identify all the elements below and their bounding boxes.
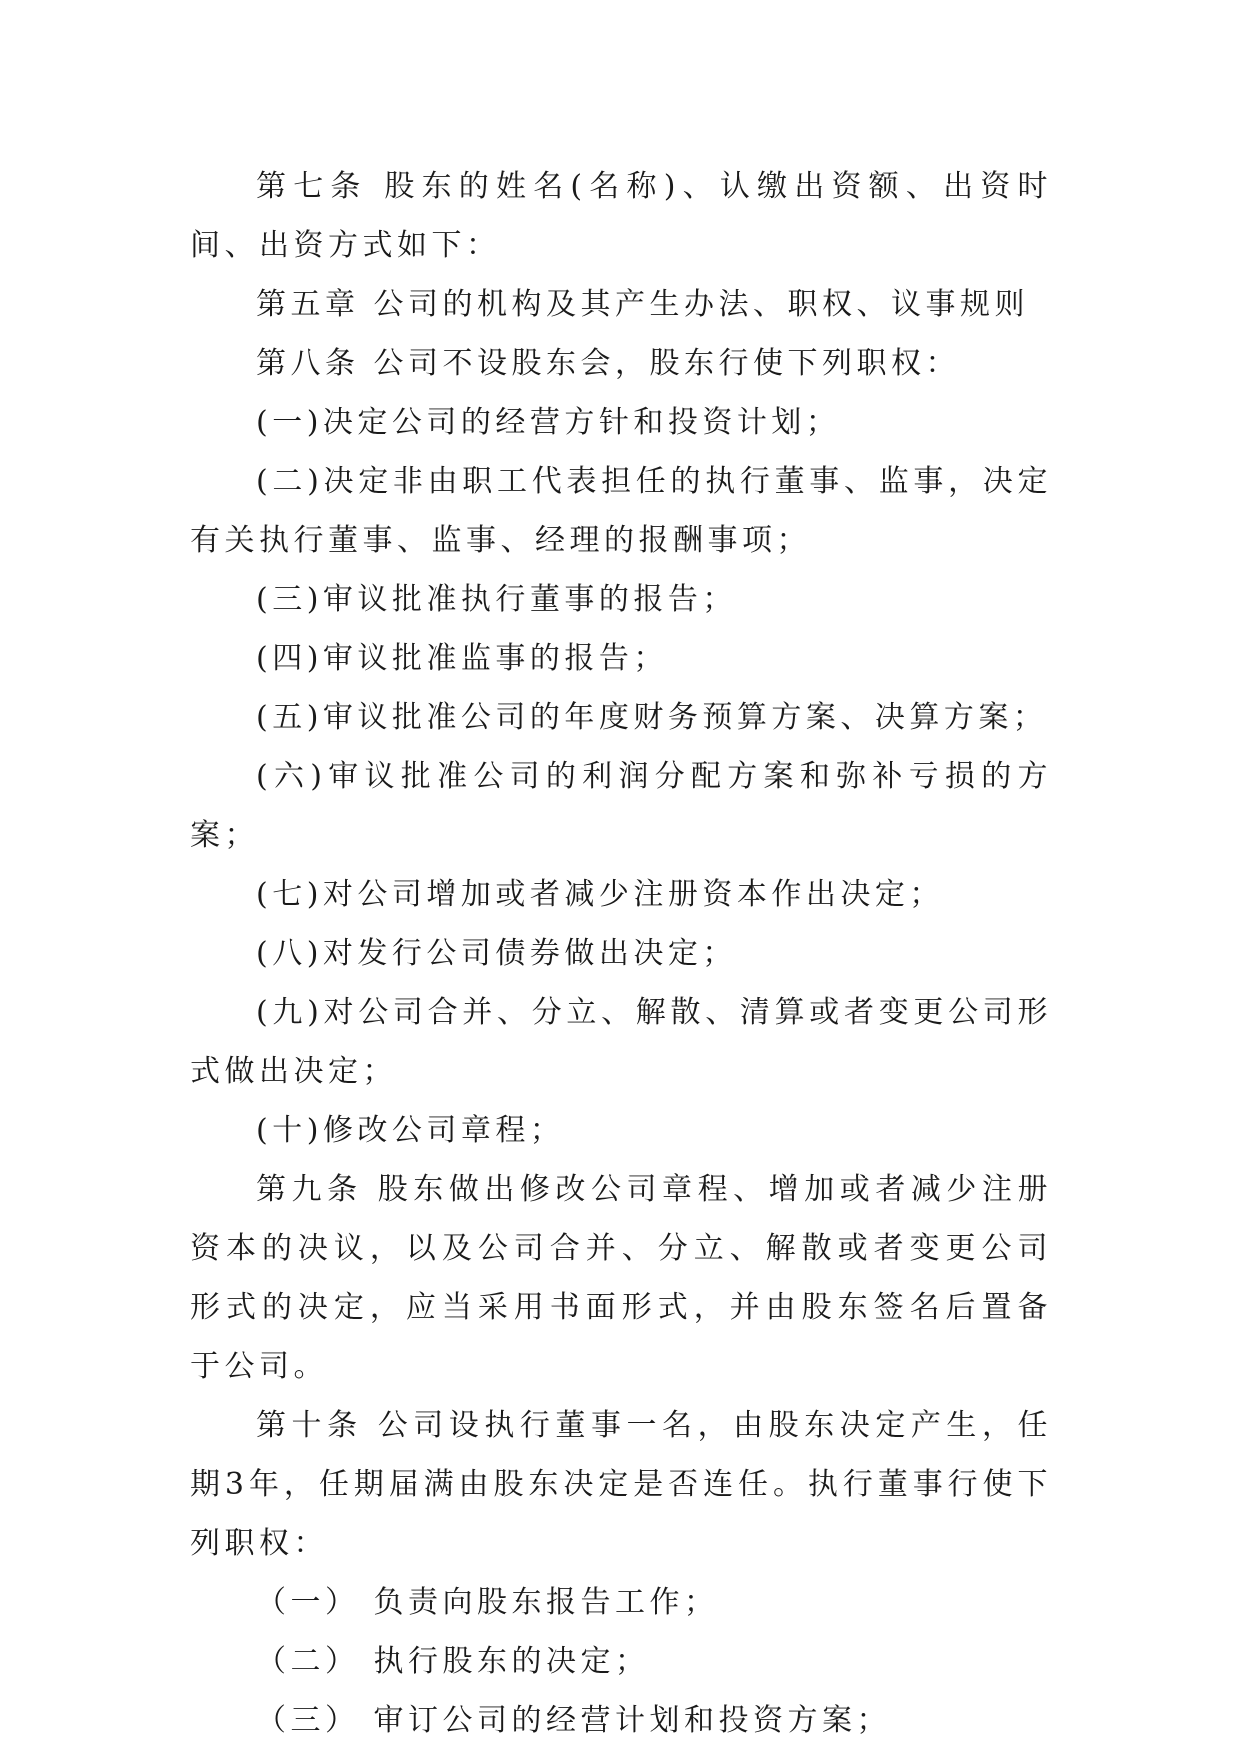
article-8-item-5: (五)审议批准公司的年度财务预算方案、决算方案； — [256, 700, 1048, 735]
article-8-item-9: (九)对公司合并、分立、解散、清算或者变更公司形式做出决定； — [190, 995, 1052, 1089]
article-8-item-8: (八)对发行公司债券做出决定； — [256, 936, 737, 971]
article-10: 第十条 公司设执行董事一名，由股东决定产生，任期3年，任期届满由股东决定是否连任。执行董事行使下列职权： — [190, 1408, 1052, 1561]
chapter-5-heading: 第五章 公司的机构及其产生办法、职权、议事规则 — [256, 287, 1030, 322]
article-8-item-2: (二)决定非由职工代表担任的执行董事、监事，决定有关执行董事、监事、经理的报酬事项； — [190, 464, 1052, 558]
document-body — [190, 157, 1052, 1750]
article-10-item-1: （一） 负责向股东报告工作； — [256, 1585, 719, 1620]
article-9: 第九条 股东做出修改公司章程、增加或者减少注册资本的决议，以及公司合并、分立、解散或者变更公司形式的决定，应当采用书面形式，并由股东签名后置备于公司。 — [190, 1172, 1052, 1384]
article-7: 第七条 股东的姓名(名称)、认缴出资额、出资时间、出资方式如下： — [190, 169, 1052, 263]
article-10-item-2: （二） 执行股东的决定； — [256, 1644, 650, 1679]
article-8-item-6: (六)审议批准公司的利润分配方案和弥补亏损的方案； — [190, 759, 1052, 853]
article-8-item-10: (十)修改公司章程； — [256, 1113, 565, 1148]
article-8-item-7: (七)对公司增加或者减少注册资本作出决定； — [256, 877, 944, 912]
article-8-item-4: (四)审议批准监事的报告； — [256, 641, 668, 676]
article-8-item-1: (一)决定公司的经营方针和投资计划； — [256, 405, 841, 440]
article-10-item-3: （三） 审订公司的经营计划和投资方案； — [256, 1703, 892, 1738]
article-8: 第八条 公司不设股东会，股东行使下列职权： — [256, 346, 961, 381]
article-8-item-3: (三)审议批准执行董事的报告； — [256, 582, 737, 617]
